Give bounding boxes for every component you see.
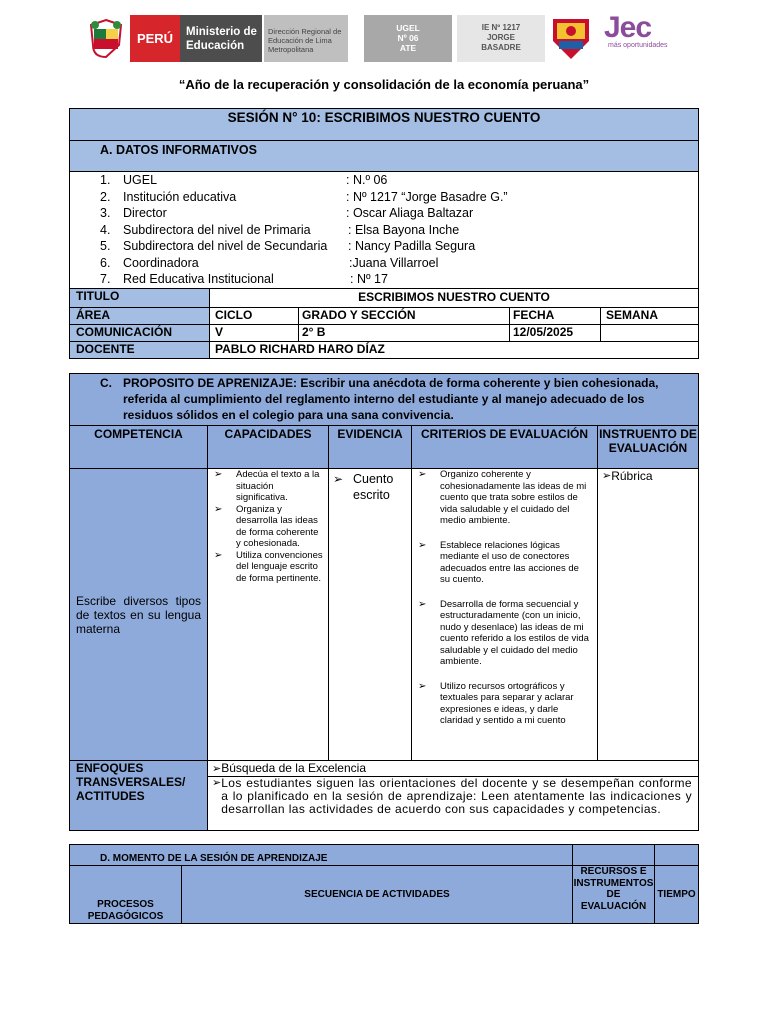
direccion-label: Dirección Regional de Educación de Lima Metropolitana [264, 15, 348, 62]
session-title: SESIÓN N° 10: ESCRIBIMOS NUESTRO CUENTO [70, 109, 699, 141]
criterio-item [418, 540, 591, 586]
arrow-bullet-icon: ➢ [212, 763, 222, 775]
peru-shield-icon [83, 15, 130, 62]
capacidad-text: Adecúa el texto a la situación significativa. [236, 469, 320, 503]
grado-header: GRADO Y SECCIÓN [299, 308, 510, 325]
purpose-text [123, 375, 692, 423]
info-item [70, 222, 698, 239]
instrumento-cell [598, 469, 699, 761]
ugel-line-3: ATE [399, 43, 417, 53]
info-label: Institución educativa [123, 189, 237, 204]
criterio-item [418, 681, 591, 727]
enfoque-2-item [212, 777, 692, 817]
instrumento-item [602, 469, 694, 483]
criterio-text: Establece relaciones lógicas mediante el uso de conectores adecuados entre las acciones de su cuento. [440, 539, 579, 585]
ciclo-value: V [210, 325, 299, 342]
col-competencia: COMPETENCIA [70, 426, 208, 469]
info-value: : Nº 17 [350, 272, 388, 286]
purpose-letter: C. [100, 376, 112, 390]
col-tiempo: TIEMPO [655, 866, 699, 924]
school-crest-icon [549, 15, 593, 59]
jec-subtitle: más oportunidades [608, 42, 668, 49]
info-num: 1. [100, 173, 111, 187]
info-value: : Nº 1217 “Jorge Basadre G.” [346, 189, 508, 204]
criterio-text: Organizo coherente y cohesionadamente las ideas de mi cuento que trata sobre estilos de vida saludable y el cuidado del medio ambiente. [440, 469, 587, 526]
arrow-bullet-icon: ➢ [214, 549, 223, 561]
arrow-bullet-icon: ➢ [212, 777, 222, 789]
arrow-bullet-icon: ➢ [602, 470, 612, 482]
evidencia-item [333, 471, 407, 503]
arrow-bullet-icon: ➢ [418, 539, 427, 551]
info-value: : N.º 06 [346, 173, 388, 187]
arrow-bullet-icon: ➢ [214, 503, 223, 515]
capacidades-cell [208, 469, 329, 761]
info-value: : Nancy Padilla Segura [348, 239, 476, 253]
ugel-logo [364, 15, 452, 62]
col-recursos: RECURSOS E INSTRUMENTOS DE EVALUACIÓN [573, 866, 655, 924]
ie-line-1: IE Nº 1217 [481, 23, 521, 32]
info-list [70, 172, 699, 289]
info-item [70, 189, 698, 206]
col-capacidades: CAPACIDADES [208, 426, 329, 469]
info-label: Red Educativa Institucional [123, 272, 274, 286]
ie-logo [457, 15, 545, 62]
capacidad-item [214, 550, 324, 585]
info-item [70, 172, 698, 189]
ie-line-3: BASADRE [481, 43, 521, 52]
jec-text: Jec [604, 11, 652, 44]
evidencia-cell [329, 469, 412, 761]
info-num: 3. [100, 206, 111, 220]
enfoque-2-cell [208, 777, 699, 831]
section-a-title: A. DATOS INFORMATIVOS [70, 141, 699, 172]
evidencia-text: Cuento escrito [353, 472, 394, 502]
purpose-cell [70, 374, 699, 426]
area-value: COMUNICACIÓN [70, 325, 210, 342]
info-item [70, 205, 698, 222]
docente-label: DOCENTE [70, 342, 210, 359]
col-secuencia: SECUENCIA DE ACTIVIDADES [182, 866, 573, 924]
arrow-bullet-icon: ➢ [214, 469, 223, 480]
ministerio-label: Ministerio de Educación [180, 15, 262, 62]
info-num: 4. [100, 222, 111, 237]
enfoques-label: ENFOQUES TRANSVERSALES/ ACTITUDES [70, 761, 208, 831]
fecha-value: 12/05/2025 [510, 325, 601, 342]
info-num: 2. [100, 189, 111, 204]
info-label: Coordinadora [123, 255, 199, 270]
capacidad-item [214, 469, 324, 504]
ie-line-2: JORGE [486, 33, 515, 42]
info-label: Subdirectora del nivel de Secundaria [123, 239, 328, 253]
col-criterios: CRITERIOS DE EVALUACIÓN [412, 426, 598, 469]
info-num: 5. [100, 239, 111, 253]
purpose-body: Escribir una anécdota de forma coherente y bien cohesionada, referida al cumplimiento del reglamento interno del estudiante y al manejo adecuado de los residuos sólidos en el colegio para una sana convivencia. [123, 376, 659, 422]
session-table [69, 108, 699, 359]
ciclo-header: CICLO [210, 308, 299, 325]
ugel-line-2: Nº 06 [397, 33, 419, 43]
criterio-text: Desarrolla de forma secuencial y estructuradamente (con un inicio, nudo y desenlace) las ideas de mi cuento referido a los estilos de vida saludable y el cuidado del medio ambiente. [440, 598, 589, 667]
criterio-item [418, 469, 591, 527]
capacidad-text: Utiliza convenciones del lenguaje escrito de forma pertinente. [236, 549, 323, 584]
grado-value: 2° B [299, 325, 510, 342]
semana-header: SEMANA [601, 308, 699, 325]
arrow-bullet-icon: ➢ [418, 598, 427, 610]
arrow-bullet-icon: ➢ [418, 469, 427, 480]
competencia-cell: Escribe diversos tipos de textos en su lengua materna [70, 469, 208, 761]
enfoque-2-text: Los estudiantes siguen las orientaciones del docente y se desempeñan conforme a lo planificado en la sesión de aprendizaje: Leen atentamente las indicaciones y desarrollan las actividades de acuerdo con sus capacidades y competencias. [221, 776, 692, 817]
info-num: 6. [100, 255, 111, 270]
info-num: 7. [100, 272, 111, 286]
purpose-table [69, 373, 699, 831]
info-value: : Elsa Bayona Inche [348, 222, 460, 237]
moments-title: D. MOMENTO DE LA SESIÓN DE APRENDIZAJE [70, 845, 573, 866]
info-item [70, 238, 698, 255]
enfoque-1-text: Búsqueda de la Excelencia [221, 761, 366, 775]
minedu-logo [83, 15, 363, 62]
jec-logo [604, 12, 684, 62]
fecha-header: FECHA [510, 308, 601, 325]
col-instrumento: INSTRUENTO DE EVALUACIÓN [598, 426, 699, 469]
moments-table [69, 844, 699, 924]
slogan: “Año de la recuperación y consolidación de la economía peruana” [178, 77, 590, 92]
info-value: :Juana Villarroel [349, 255, 439, 270]
area-header: ÁREA [70, 308, 210, 325]
titulo-label: TITULO [70, 289, 210, 308]
capacidad-text: Organiza y desarrolla las ideas de forma coherente y cohesionada. [236, 503, 319, 549]
info-value: : Oscar Aliaga Baltazar [346, 206, 474, 220]
instrumento-text: Rúbrica [611, 469, 653, 483]
criterio-text: Utilizo recursos ortográficos y textuales para separar y aclarar expresiones e ideas, y darle claridad y sentido a mi cuento [440, 680, 574, 726]
docente-value: PABLO RICHARD HARO DÍAZ [210, 342, 699, 359]
info-label: Subdirectora del nivel de Primaria [123, 222, 311, 237]
semana-value [601, 325, 699, 342]
titulo-value: ESCRIBIMOS NUESTRO CUENTO [210, 289, 699, 308]
arrow-bullet-icon: ➢ [418, 680, 427, 692]
peru-label: PERÚ [130, 15, 180, 62]
enfoque-1-cell [208, 761, 699, 777]
moments-empty-1 [573, 845, 655, 866]
info-label: Director [123, 206, 167, 220]
col-evidencia: EVIDENCIA [329, 426, 412, 469]
info-item [70, 255, 698, 272]
capacidad-item [214, 504, 324, 550]
moments-empty-2 [655, 845, 699, 866]
criterios-cell [412, 469, 598, 761]
arrow-bullet-icon: ➢ [333, 472, 344, 486]
ugel-line-1: UGEL [396, 23, 420, 33]
col-procesos: PROCESOS PEDAGÓGICOS [70, 866, 182, 924]
purpose-heading: PROPOSITO DE APRENIZAJE: [123, 376, 298, 390]
criterio-item [418, 599, 591, 668]
info-label: UGEL [123, 173, 158, 187]
info-item [70, 271, 698, 288]
